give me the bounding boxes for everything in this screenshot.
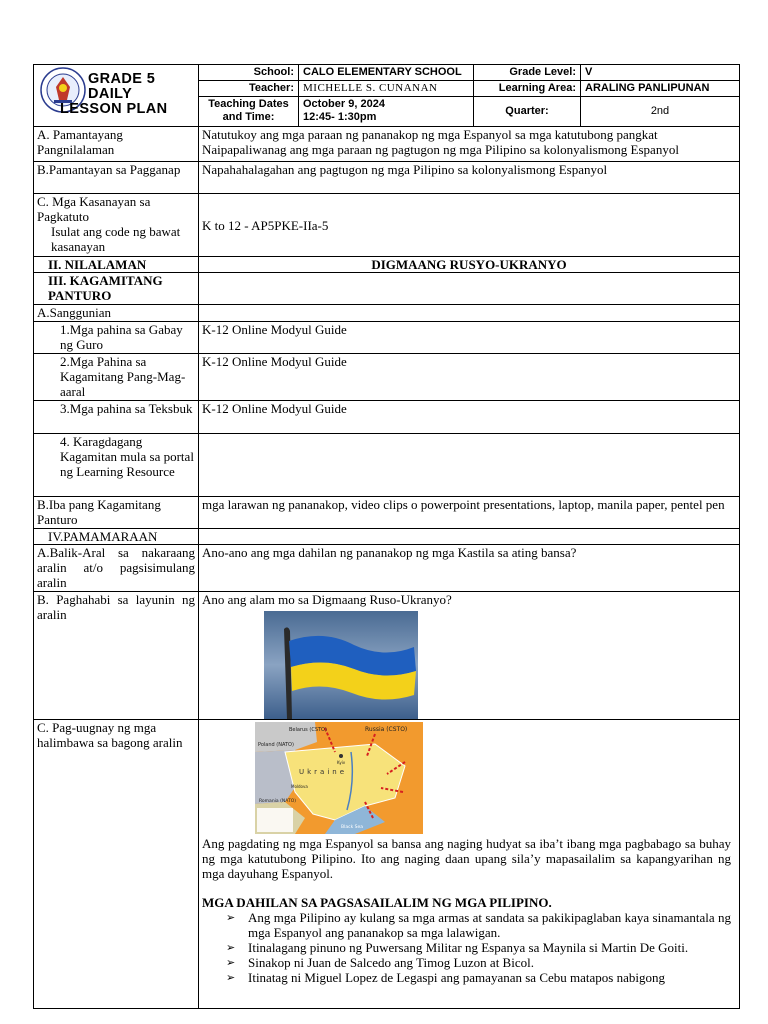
balik-aral-label: A.Balik-Aral sa nakaraang aralin at/o pagsisimulang aralin <box>34 545 199 592</box>
gabay-guro-label: 1.Mga pahina sa Gabay ng Guro <box>34 322 199 354</box>
dahilan-list-item: ➢ Itinalagang pinuno ng Puwersang Militar ng Espanya sa Maynila si Martin De Goiti. <box>226 940 731 955</box>
paghahabi-label: B. Paghahabi sa layunin ng aralin <box>34 592 199 720</box>
grade-level-value: V <box>581 65 740 81</box>
teksbuk-value: K-12 Online Modyul Guide <box>199 401 740 434</box>
teacher-value: MICHELLE S. CUNANAN <box>299 81 474 97</box>
pamantayan-pagganap-label: B.Pamantayan sa Pagganap <box>34 162 199 194</box>
quarter-label: Quarter: <box>474 97 581 127</box>
sanggunian-value <box>199 305 740 322</box>
nilalaman-label: II. NILALAMAN <box>34 257 199 273</box>
iba-pang-kagamitan-value: mga larawan ng pananakop, video clips o powerpoint presentations, laptop, manila paper, pentel pen <box>199 497 740 529</box>
kasanayan-code: K to 12 - AP5PKE-IIa-5 <box>199 194 740 257</box>
learning-area-value: ARALING PANLIPUNAN <box>581 81 740 97</box>
pamantayan-pagganap-value: Napahahalagahan ang pagtugon ng mga Pilipino sa kolonyalismong Espanyol <box>199 162 740 194</box>
teaching-dates-label <box>199 97 299 127</box>
school-label: School: <box>199 65 299 81</box>
dahilan-list <box>202 910 731 985</box>
iba-pang-kagamitan-label: B.Iba pang Kagamitang Panturo <box>34 497 199 529</box>
grade-title-line3: LESSON PLAN <box>60 101 168 117</box>
pamantayang-pangnilalaman-label: A. Pamantayang Pangnilalaman <box>34 127 199 162</box>
kasanayan-label-2: Isulat ang code ng bawat kasanayan <box>51 224 181 254</box>
ukraine-war-map-image <box>255 722 423 834</box>
map-label-ukraine: Ukraine <box>299 768 348 776</box>
lesson-plan-table <box>33 64 740 1009</box>
map-label-russia: Russia (CSTO) <box>365 726 408 733</box>
teacher-label: Teacher: <box>199 81 299 97</box>
dahilan-heading: MGA DAHILAN SA PAGSASAILALIM NG MGA PILIPINO. <box>202 895 552 910</box>
learning-area-label: Learning Area: <box>474 81 581 97</box>
paghahabi-value <box>199 592 740 720</box>
gabay-guro-value: K-12 Online Modyul Guide <box>199 322 740 354</box>
map-label-poland: Poland (NATO) <box>258 742 294 748</box>
map-label-romania: Romania (NATO) <box>259 799 297 804</box>
pag-uugnay-value <box>199 720 740 1009</box>
dahilan-list-item: ➢ Ang mga Pilipino ay kulang sa mga armas at sandata sa pakikipaglaban kaya sinamantala ng mga Espanyol ang pananakop sa mga lalawigan. <box>226 910 731 940</box>
grade-title-line2: DAILY <box>88 86 133 102</box>
karagdagang-kagamitan-label: 4. Karagdagang Kagamitan mula sa portal ng Learning Resource <box>34 434 199 497</box>
pamantayang-line2: Naipapaliwanag ang mga paraan ng pagtugon ng mga Pilipino sa kolonyalismong Espanyol <box>202 142 679 157</box>
kasanayan-label-1: C. Mga Kasanayan sa Pagkatuto <box>37 194 151 224</box>
grade-title <box>60 72 168 117</box>
teksbuk-label: 3.Mga pahina sa Teksbuk <box>34 401 199 434</box>
map-label-kyiv: Kyiv <box>337 760 346 765</box>
map-label-moldova: Moldova <box>291 784 308 789</box>
kagamitang-panturo-label: III. KAGAMITANG PANTURO <box>34 273 199 305</box>
grade-level-label: Grade Level: <box>474 65 581 81</box>
quarter-value: 2nd <box>581 97 740 127</box>
kagamitang-mag-aaral-label: 2.Mga Pahina sa Kagamitang Pang-Mag-aaral <box>34 354 199 401</box>
lesson-plan-page <box>33 64 739 1009</box>
dahilan-list-item: ➢ Itinatag ni Miguel Lopez de Legaspi ang pamayanan sa Cebu matapos nabigong <box>226 970 731 985</box>
teaching-dates-label-1: Teaching Dates <box>208 98 289 110</box>
pag-uugnay-paragraph: Ang pagdating ng mga Espanyol sa bansa ang naging hudyat sa iba’t ibang mga pagbabago sa buhay ng mga katutubong Pilipino. Ito ang naging daan upang sila’y mapasailalim sa kapangyarihan ng mga dayuhang Espanyol. <box>202 836 731 881</box>
nilalaman-value: DIGMAANG RUSYO-UKRANYO <box>199 257 740 273</box>
teaching-dates-value-2: 12:45- 1:30pm <box>303 111 377 123</box>
kagamitang-panturo-value <box>199 273 740 305</box>
ukraine-flag-image <box>264 611 418 719</box>
pamantayang-pangnilalaman-value <box>199 127 740 162</box>
grade-title-cell <box>34 65 199 127</box>
map-label-belarus: Belarus (CSTO) <box>289 727 327 733</box>
kasanayan-label <box>34 194 199 257</box>
dahilan-list-item: ➢ Sinakop ni Juan de Salcedo ang Timog Luzon at Bicol. <box>226 955 731 970</box>
teaching-dates-value <box>299 97 474 127</box>
paghahabi-question: Ano ang alam mo sa Digmaang Ruso-Ukranyo? <box>202 592 452 607</box>
teaching-dates-value-1: October 9, 2024 <box>303 98 385 110</box>
pamamaraan-value <box>199 529 740 545</box>
teaching-dates-label-2: and Time: <box>222 111 275 123</box>
pamantayang-line1: Natutukoy ang mga paraan ng pananakop ng mga Espanyol sa mga katutubong pangkat <box>202 127 658 142</box>
sanggunian-label: A.Sanggunian <box>34 305 199 322</box>
grade-title-line1: GRADE 5 <box>88 71 156 87</box>
pag-uugnay-label: C. Pag-uugnay ng mga halimbawa sa bagong aralin <box>34 720 199 1009</box>
school-value: CALO ELEMENTARY SCHOOL <box>299 65 474 81</box>
kagamitang-mag-aaral-value: K-12 Online Modyul Guide <box>199 354 740 401</box>
karagdagang-kagamitan-value <box>199 434 740 497</box>
balik-aral-value: Ano-ano ang mga dahilan ng pananakop ng mga Kastila sa ating bansa? <box>199 545 740 592</box>
map-label-black-sea: Black Sea <box>341 825 363 830</box>
pamamaraan-label: IV.PAMAMARAAN <box>34 529 199 545</box>
